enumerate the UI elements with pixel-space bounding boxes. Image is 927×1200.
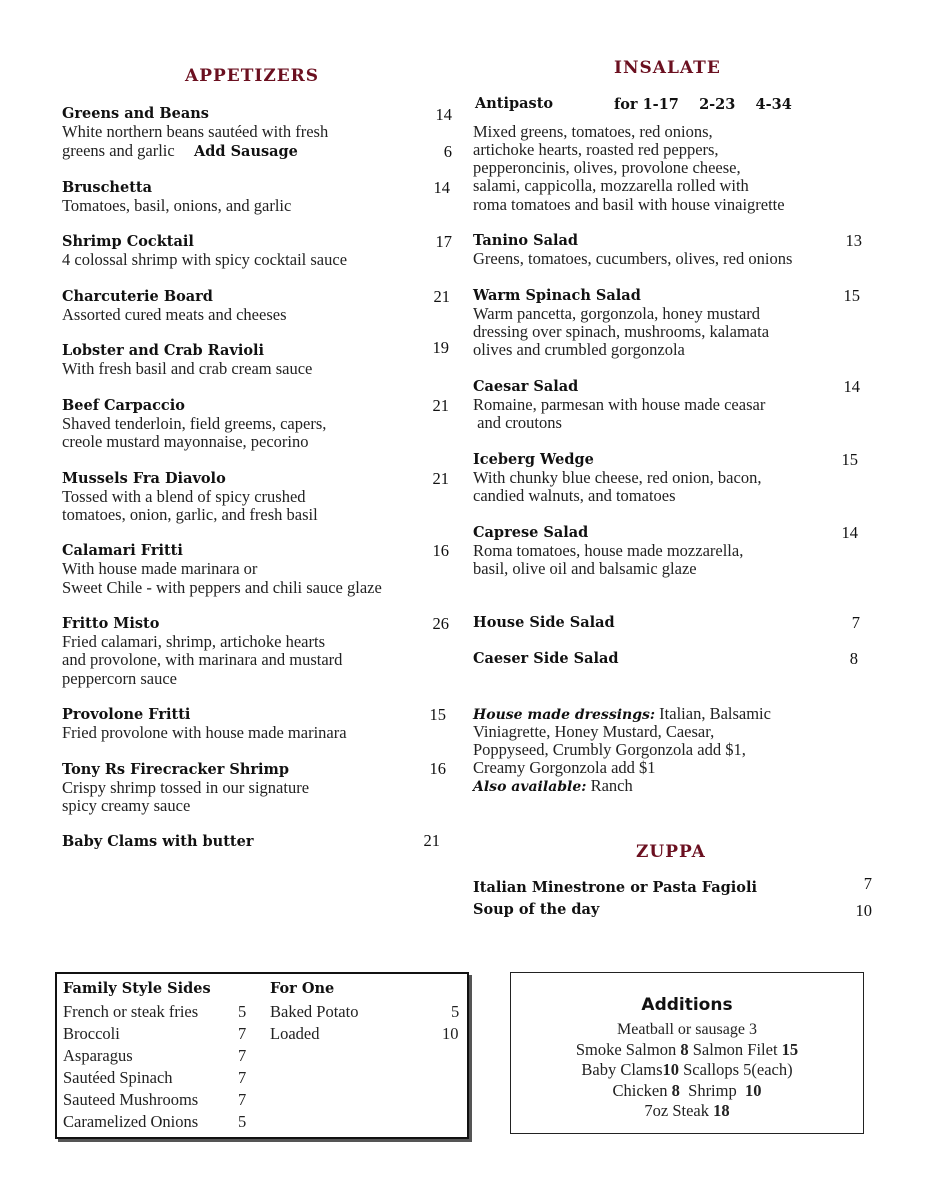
- additions-line: [511, 1059, 863, 1081]
- appetizer-description: Sweet Chile - with peppers and chili sauce glaze: [62, 578, 382, 597]
- salad-description: Roma tomatoes, house made mozzarella,: [473, 541, 744, 560]
- appetizer-name: Charcuterie Board: [62, 288, 213, 305]
- appetizer-name: Shrimp Cocktail: [62, 233, 194, 250]
- appetizer-name: Beef Carpaccio: [62, 397, 185, 414]
- appetizer-description: greens and garlic: [62, 141, 175, 160]
- soup-name: Italian Minestrone or Pasta Fagioli: [473, 879, 757, 896]
- appetizer-description: creole mustard mayonnaise, pecorino: [62, 432, 309, 451]
- appetizer-name: Bruschetta: [62, 179, 152, 196]
- appetizer-name: Provolone Fritti: [62, 706, 191, 723]
- appetizer-description: peppercorn sauce: [62, 669, 177, 688]
- appetizer-name: Mussels Fra Diavolo: [62, 470, 226, 487]
- appetizer-description: and provolone, with marinara and mustard: [62, 650, 343, 669]
- add-sausage-label: Add Sausage: [194, 143, 298, 160]
- appetizer-price: 21: [432, 469, 449, 488]
- side-price: 5: [451, 1002, 460, 1021]
- additions-line: [511, 1039, 863, 1061]
- insalate-heading: INSALATE: [614, 58, 721, 78]
- additions-text: Salmon Filet: [688, 1040, 782, 1059]
- side-name: Sauteed Mushrooms: [63, 1090, 199, 1109]
- soup-price: 7: [863, 874, 872, 893]
- salad-price: 14: [843, 377, 860, 396]
- appetizer-description: Tomatoes, basil, onions, and garlic: [62, 196, 292, 215]
- side-price: 5: [238, 1002, 247, 1021]
- salad-name: Tanino Salad: [473, 232, 579, 249]
- salad-name: Iceberg Wedge: [473, 451, 594, 468]
- additions-line: Meatball or sausage 3: [617, 1021, 757, 1038]
- appetizer-price: 21: [423, 831, 440, 850]
- appetizer-price: 21: [433, 287, 450, 306]
- salad-description: dressing over spinach, mushrooms, kalamata: [473, 322, 770, 341]
- side-price: 7: [238, 1090, 247, 1109]
- appetizer-price: 16: [429, 759, 446, 778]
- appetizer-price: 21: [432, 396, 449, 415]
- appetizer-name: Greens and Beans: [62, 105, 209, 122]
- side-price: 7: [238, 1024, 247, 1043]
- salad-price: 15: [841, 450, 858, 469]
- salad-description: olives and crumbled gorgonzola: [473, 340, 685, 359]
- appetizers-heading: APPETIZERS: [185, 66, 320, 86]
- additions-box: [510, 972, 864, 1134]
- salad-description: salami, cappicolla, mozzarella rolled with: [473, 176, 749, 195]
- additions-price: 10: [662, 1060, 679, 1079]
- salad-description: Mixed greens, tomatoes, red onions,: [473, 122, 713, 141]
- additions-text: Chicken: [612, 1081, 672, 1100]
- zuppa-heading: ZUPPA: [636, 842, 706, 862]
- appetizer-description: Shaved tenderloin, field greems, capers,: [62, 414, 327, 433]
- additions-price: 8: [671, 1081, 680, 1100]
- appetizer-description: tomatoes, onion, garlic, and fresh basil: [62, 505, 318, 524]
- side-name: French or steak fries: [63, 1002, 199, 1021]
- dressings-line: Viniagrette, Honey Mustard, Caesar,: [473, 722, 715, 741]
- dressings-first: Italian, Balsamic: [655, 704, 771, 723]
- side-name: Baked Potato: [270, 1002, 359, 1021]
- soup-name: Soup of the day: [473, 901, 600, 918]
- additions-price: 18: [713, 1101, 730, 1120]
- appetizer-description: With house made marinara or: [62, 559, 258, 578]
- side-name: Asparagus: [63, 1046, 133, 1065]
- side-price: 5: [238, 1112, 247, 1131]
- salad-description: Romaine, parmesan with house made ceasar: [473, 395, 766, 414]
- side-price: 7: [238, 1068, 247, 1087]
- salad-description: Greens, tomatoes, cucumbers, olives, red onions: [473, 249, 793, 268]
- additions-price: 8: [680, 1040, 689, 1059]
- also-available-line: [473, 777, 633, 797]
- side-price: 7: [238, 1046, 247, 1065]
- additions-line: [511, 1100, 863, 1122]
- salad-price: 14: [841, 523, 858, 542]
- salad-description: and croutons: [473, 413, 562, 432]
- salad-price: 13: [845, 231, 862, 250]
- appetizer-price: 26: [432, 614, 449, 633]
- additions-text: 7oz Steak: [644, 1101, 714, 1120]
- additions-line: [511, 1080, 863, 1102]
- appetizer-name: Baby Clams with butter: [62, 833, 254, 850]
- salad-name: Caprese Salad: [473, 524, 589, 541]
- appetizer-name: Tony Rs Firecracker Shrimp: [62, 761, 290, 778]
- family-sides-heading: Family Style Sides: [63, 980, 211, 997]
- appetizer-price: 16: [432, 541, 449, 560]
- appetizer-price: 15: [429, 705, 446, 724]
- additions-price: 10: [744, 1081, 762, 1100]
- salad-description: candied walnuts, and tomatoes: [473, 486, 676, 505]
- additions-text: Scallops 5(each): [679, 1060, 793, 1079]
- appetizer-price: 14: [433, 178, 450, 197]
- appetizer-description: Fried provolone with house made marinara: [62, 723, 347, 742]
- side-salad-price: 8: [849, 649, 858, 668]
- dressings-label: House made dressings:: [473, 707, 656, 723]
- appetizer-description: spicy creamy sauce: [62, 796, 191, 815]
- appetizer-description: 4 colossal shrimp with spicy cocktail sauce: [62, 250, 348, 269]
- salad-description: roma tomatoes and basil with house vinaigrette: [473, 195, 785, 214]
- appetizer-description: With fresh basil and crab cream sauce: [62, 359, 313, 378]
- appetizer-name: Lobster and Crab Ravioli: [62, 342, 265, 359]
- side-salad-name: House Side Salad: [473, 614, 615, 631]
- appetizer-price: 14: [435, 105, 452, 124]
- dressings-line: Creamy Gorgonzola add $1: [473, 758, 656, 777]
- additions-price: 15: [781, 1040, 799, 1059]
- add-sausage-price: 6: [443, 142, 452, 161]
- salad-price: 15: [843, 286, 860, 305]
- additions-text: Smoke Salmon: [575, 1040, 681, 1059]
- dressings-line: Poppyseed, Crumbly Gorgonzola add $1,: [473, 740, 746, 759]
- appetizer-description: Fried calamari, shrimp, artichoke hearts: [62, 632, 325, 651]
- side-name: Loaded: [270, 1024, 320, 1043]
- salad-name: Warm Spinach Salad: [473, 287, 641, 304]
- sides-box: [55, 972, 469, 1139]
- appetizer-price: 17: [435, 232, 452, 251]
- also-available-value: Ranch: [586, 776, 633, 795]
- also-available-label: Also available:: [473, 779, 587, 795]
- side-salad-price: 7: [851, 613, 860, 632]
- appetizer-description: White northern beans sautéed with fresh: [62, 122, 329, 141]
- side-name: Broccoli: [63, 1024, 120, 1043]
- side-salad-name: Caeser Side Salad: [473, 650, 619, 667]
- appetizer-description: Crispy shrimp tossed in our signature: [62, 778, 310, 797]
- antipasto-name: Antipasto: [475, 95, 554, 112]
- side-name: Sautéed Spinach: [63, 1068, 173, 1087]
- additions-heading: Additions: [641, 995, 733, 1015]
- salad-description: artichoke hearts, roasted red peppers,: [473, 140, 719, 159]
- salad-description: basil, olive oil and balsamic glaze: [473, 559, 697, 578]
- appetizer-price: 19: [432, 338, 449, 357]
- salad-description: Warm pancetta, gorgonzola, honey mustard: [473, 304, 761, 323]
- salad-name: Caesar Salad: [473, 378, 579, 395]
- appetizer-description: Assorted cured meats and cheeses: [62, 305, 287, 324]
- side-price: 10: [442, 1024, 459, 1043]
- for-one-heading: For One: [270, 980, 335, 997]
- appetizer-description: Tossed with a blend of spicy crushed: [62, 487, 306, 506]
- side-name: Caramelized Onions: [63, 1112, 199, 1131]
- appetizer-name: Calamari Fritti: [62, 542, 183, 559]
- soup-price: 10: [855, 901, 872, 920]
- additions-text: Shrimp: [679, 1081, 745, 1100]
- additions-text: Baby Clams: [581, 1060, 663, 1079]
- salad-description: pepperoncinis, olives, provolone cheese,: [473, 158, 741, 177]
- appetizer-name: Fritto Misto: [62, 615, 160, 632]
- antipasto-sizes: for 1-17 2-23 4-34: [614, 96, 792, 113]
- salad-description: With chunky blue cheese, red onion, bacon,: [473, 468, 762, 487]
